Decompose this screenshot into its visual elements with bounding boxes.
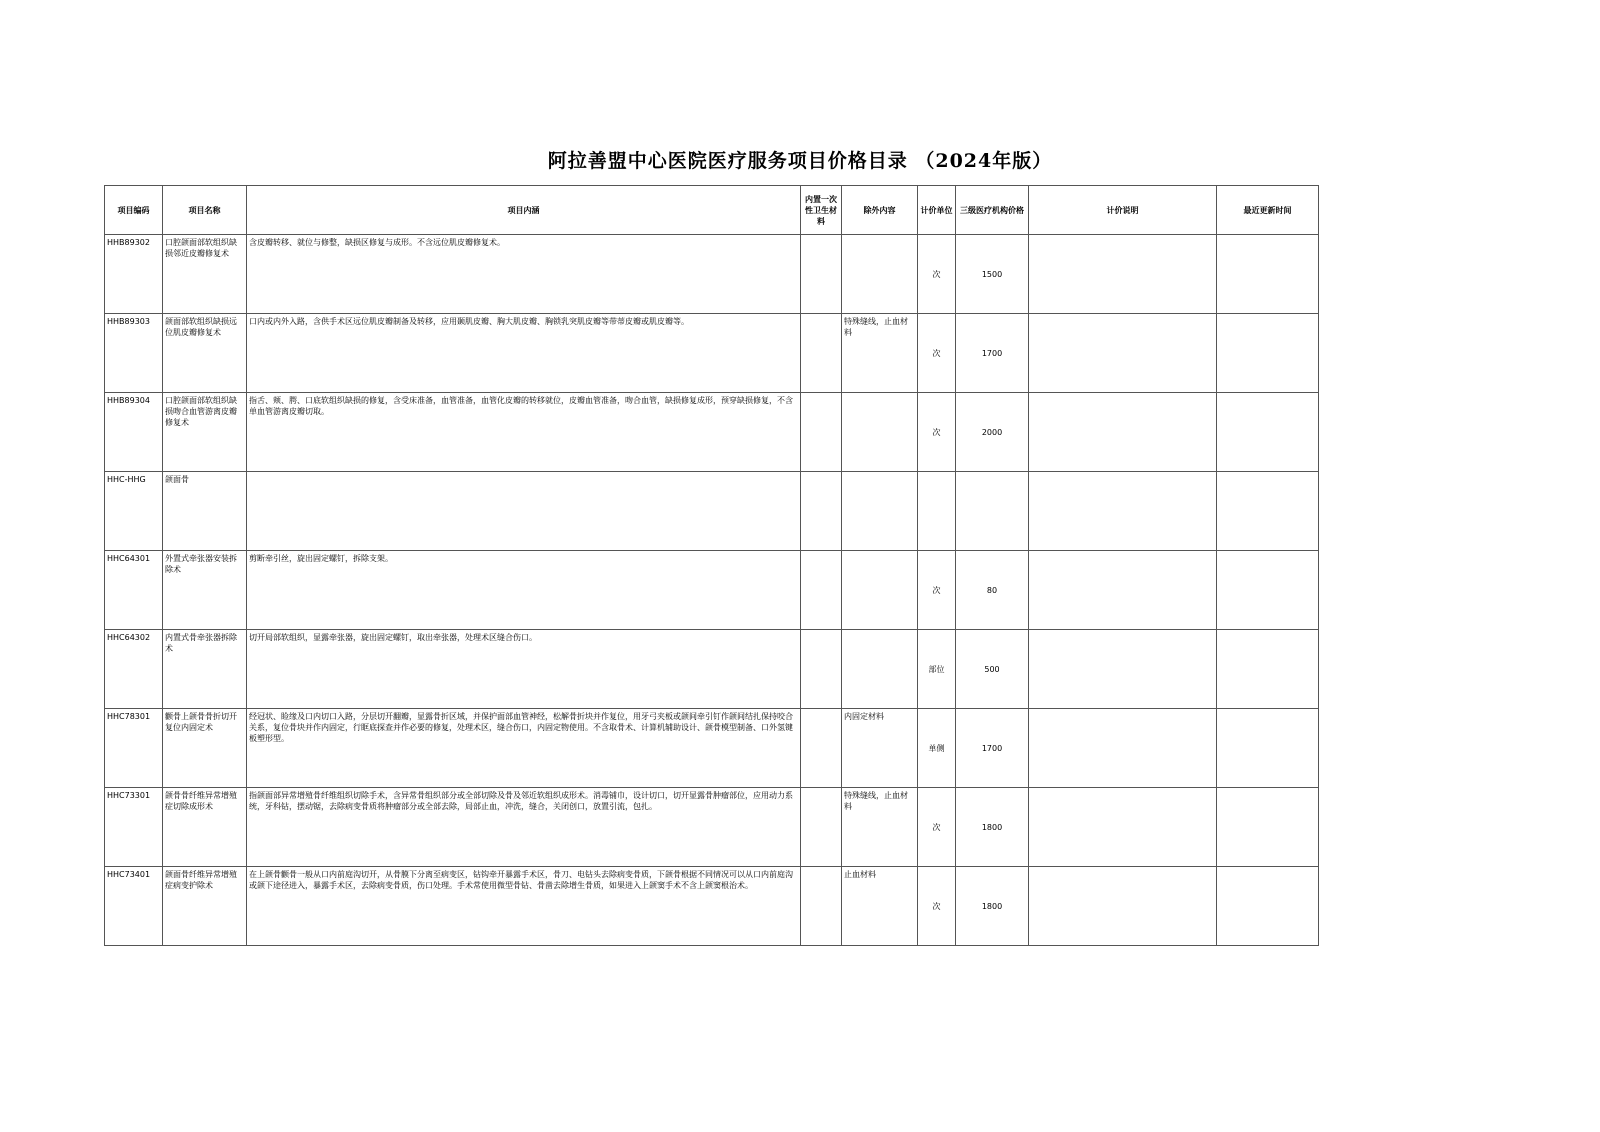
header-note: 计价说明	[1029, 186, 1217, 235]
cell-updated	[1217, 393, 1319, 472]
cell-code: HHB89302	[105, 235, 163, 314]
cell-name: 颌面骨纤维异常增殖症病变护除术	[163, 867, 247, 946]
cell-updated	[1217, 235, 1319, 314]
cell-updated	[1217, 630, 1319, 709]
cell-unit: 次	[918, 235, 956, 314]
cell-unit: 次	[918, 788, 956, 867]
cell-name: 口腔颌面部软组织缺损吻合血管游离皮瓣修复术	[163, 393, 247, 472]
cell-note	[1029, 867, 1217, 946]
cell-consumable	[801, 709, 842, 788]
cell-name: 口腔颌面部软组织缺损邻近皮瓣修复术	[163, 235, 247, 314]
cell-code: HHB89304	[105, 393, 163, 472]
cell-consumable	[801, 867, 842, 946]
cell-price: 1500	[956, 235, 1029, 314]
cell-code: HHC64302	[105, 630, 163, 709]
header-consumable: 内置一次性卫生材料	[801, 186, 842, 235]
cell-consumable	[801, 788, 842, 867]
cell-unit: 次	[918, 314, 956, 393]
cell-consumable	[801, 235, 842, 314]
cell-excluded: 止血材料	[842, 867, 918, 946]
cell-consumable	[801, 393, 842, 472]
cell-consumable	[801, 630, 842, 709]
cell-unit: 次	[918, 867, 956, 946]
cell-unit: 次	[918, 551, 956, 630]
header-content: 项目内涵	[247, 186, 801, 235]
cell-content: 指颌面部异常增殖骨纤维组织切除手术，含异常骨组织部分或全部切除及骨及邻近软组织成形术。消毒铺巾，设计切口，切开显露骨肿瘤部位，应用动力系统，牙科钻，摆动锯，去除病变骨质将肿瘤部分或全部去除，局部止血，冲洗，缝合，关闭创口，放置引流，包扎。	[247, 788, 801, 867]
cell-excluded	[842, 472, 918, 551]
cell-note	[1029, 709, 1217, 788]
header-row	[105, 186, 1319, 235]
table-row	[105, 235, 1319, 314]
table-row	[105, 551, 1319, 630]
cell-price: 1700	[956, 314, 1029, 393]
cell-unit	[918, 472, 956, 551]
cell-content: 在上颌骨颧骨一般从口内前庭沟切开，从骨膜下分离至病变区，钻钩牵开暴露手术区，骨刀、电钻头去除病变骨质，下颌骨根据不同情况可以从口内前庭沟或颌下途径进入，暴露手术区，去除病变骨质，伤口处理。手术常使用微型骨钻、骨凿去除增生骨质，如果进入上颌窦手术不含上颌窦根治术。	[247, 867, 801, 946]
cell-unit: 单侧	[918, 709, 956, 788]
table-row	[105, 788, 1319, 867]
cell-price: 500	[956, 630, 1029, 709]
cell-updated	[1217, 314, 1319, 393]
cell-updated	[1217, 709, 1319, 788]
table-row	[105, 867, 1319, 946]
cell-excluded: 特殊缝线，止血材料	[842, 314, 918, 393]
cell-excluded	[842, 235, 918, 314]
cell-unit: 次	[918, 393, 956, 472]
header-unit: 计价单位	[918, 186, 956, 235]
header-excluded: 除外内容	[842, 186, 918, 235]
cell-excluded	[842, 393, 918, 472]
cell-code: HHC-HHG	[105, 472, 163, 551]
price-table	[104, 185, 1319, 946]
cell-price: 2000	[956, 393, 1029, 472]
cell-excluded: 特殊缝线，止血材料	[842, 788, 918, 867]
cell-updated	[1217, 551, 1319, 630]
cell-code: HHC73401	[105, 867, 163, 946]
header-name: 项目名称	[163, 186, 247, 235]
cell-content: 剪断牵引丝，旋出固定螺钉，拆除支架。	[247, 551, 801, 630]
cell-price: 80	[956, 551, 1029, 630]
cell-note	[1029, 235, 1217, 314]
cell-note	[1029, 472, 1217, 551]
cell-price	[956, 472, 1029, 551]
cell-code: HHB89303	[105, 314, 163, 393]
cell-content: 含皮瓣转移、就位与修整，缺损区修复与成形。不含远位肌皮瓣修复术。	[247, 235, 801, 314]
cell-updated	[1217, 788, 1319, 867]
cell-content: 指舌、颊、腭、口底软组织缺损的修复，含受床准备，血管准备，血管化皮瓣的转移就位，皮瓣血管准备，吻合血管，缺损修复成形，预穿缺损修复，不含单血管游离皮瓣切取。	[247, 393, 801, 472]
cell-price: 1800	[956, 788, 1029, 867]
cell-code: HHC64301	[105, 551, 163, 630]
table-row	[105, 472, 1319, 551]
cell-name: 颌面部软组织缺损远位肌皮瓣修复术	[163, 314, 247, 393]
cell-excluded: 内固定材料	[842, 709, 918, 788]
cell-name: 内置式骨牵张器拆除术	[163, 630, 247, 709]
cell-excluded	[842, 630, 918, 709]
cell-note	[1029, 314, 1217, 393]
cell-name: 外置式牵张器安装拆除术	[163, 551, 247, 630]
header-price: 三级医疗机构价格	[956, 186, 1029, 235]
cell-note	[1029, 393, 1217, 472]
cell-consumable	[801, 551, 842, 630]
header-updated: 最近更新时间	[1217, 186, 1319, 235]
cell-excluded	[842, 551, 918, 630]
page-title: 阿拉善盟中心医院医疗服务项目价格目录 （2024年版）	[547, 150, 1053, 172]
cell-name: 颧骨上颌骨骨折切开复位内固定术	[163, 709, 247, 788]
cell-content: 口内或内外入路，含供手术区远位肌皮瓣制备及转移，应用颞肌皮瓣、胸大肌皮瓣、胸锁乳突肌皮瓣等带蒂皮瓣或肌皮瓣等。	[247, 314, 801, 393]
cell-note	[1029, 788, 1217, 867]
cell-name: 颌面骨	[163, 472, 247, 551]
cell-unit: 部位	[918, 630, 956, 709]
cell-note	[1029, 551, 1217, 630]
cell-content: 切开局部软组织，显露牵张器，旋出固定螺钉，取出牵张器，处理术区缝合伤口。	[247, 630, 801, 709]
cell-content: 经冠状、睑缘及口内切口入路，分层切开翻瓣，显露骨折区域，并保护面部血管神经，松解骨折块并作复位，用牙弓夹板或颌间牵引钉作颌间结扎保持咬合关系，复位骨块并作内固定，行眶底探查并作必要的修复，处理术区，缝合伤口，内固定物使用。不含取骨术、计算机辅助设计、颌骨模型制备、口外氢键板塑形型。	[247, 709, 801, 788]
cell-code: HHC78301	[105, 709, 163, 788]
header-code: 项目编码	[105, 186, 163, 235]
cell-name: 颌骨骨纤维异常增殖症切除成形术	[163, 788, 247, 867]
cell-consumable	[801, 314, 842, 393]
cell-consumable	[801, 472, 842, 551]
table-row	[105, 314, 1319, 393]
table-row	[105, 393, 1319, 472]
cell-note	[1029, 630, 1217, 709]
cell-updated	[1217, 867, 1319, 946]
cell-content	[247, 472, 801, 551]
table-row	[105, 630, 1319, 709]
cell-updated	[1217, 472, 1319, 551]
table-row	[105, 709, 1319, 788]
cell-price: 1700	[956, 709, 1029, 788]
cell-code: HHC73301	[105, 788, 163, 867]
cell-price: 1800	[956, 867, 1029, 946]
